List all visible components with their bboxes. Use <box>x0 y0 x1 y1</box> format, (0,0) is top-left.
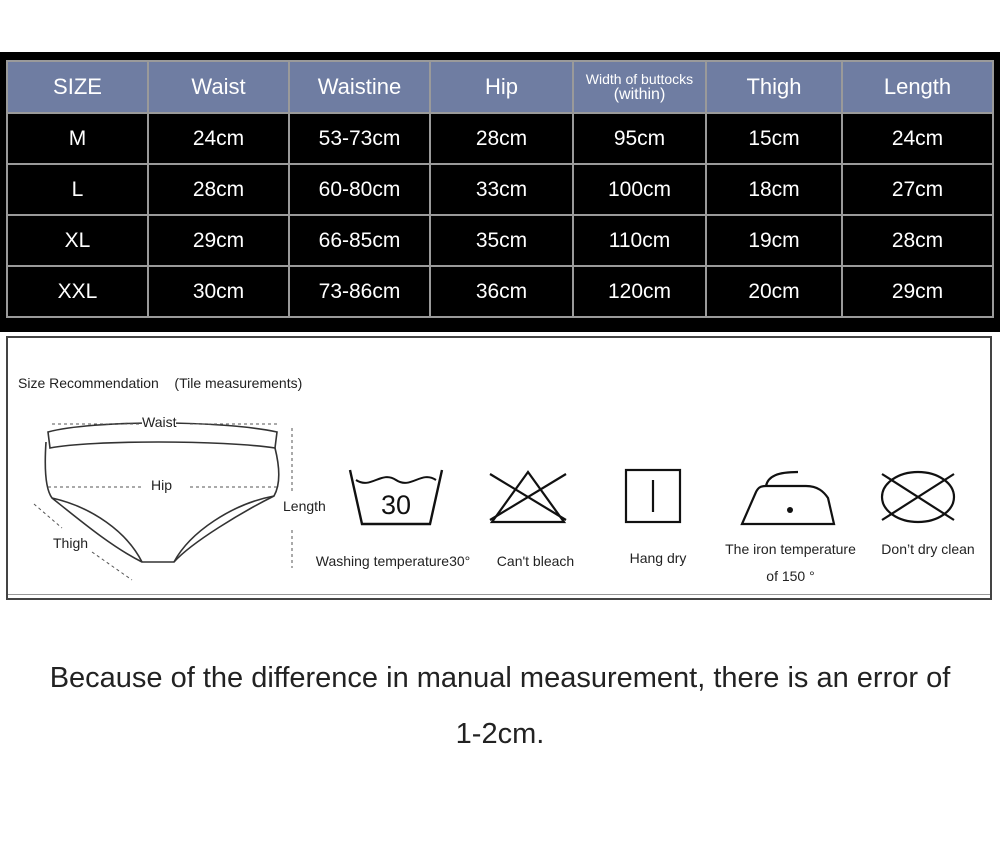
no-bleach-icon <box>486 468 570 526</box>
header-length: Length <box>842 61 993 113</box>
cell-waist: 24cm <box>148 113 289 164</box>
no-bleach-label: Can't bleach <box>496 553 575 569</box>
iron-label-line1: The iron temperature <box>725 541 856 557</box>
cell-size: XXL <box>7 266 148 317</box>
cell-size: XL <box>7 215 148 266</box>
cell-thigh: 18cm <box>706 164 842 215</box>
cell-thigh: 15cm <box>706 113 842 164</box>
cell-buttocks: 95cm <box>573 113 706 164</box>
cell-waist: 30cm <box>148 266 289 317</box>
cell-buttocks: 120cm <box>573 266 706 317</box>
wash-label: Washing temperature30° <box>315 553 471 569</box>
table-row <box>7 164 993 215</box>
wash-30-icon <box>346 466 446 528</box>
hang-dry-icon <box>624 468 684 526</box>
cell-hip: 35cm <box>430 215 573 266</box>
care-panel-inner <box>8 338 990 595</box>
iron-label <box>708 536 873 590</box>
cell-thigh: 20cm <box>706 266 842 317</box>
table-row <box>7 266 993 317</box>
header-size: SIZE <box>7 61 148 113</box>
measurement-error-note: Because of the difference in manual measurement, there is an error of 1-2cm. <box>49 662 951 750</box>
wash-temperature-number: 30 <box>380 490 412 520</box>
cell-waistine: 73-86cm <box>289 266 430 317</box>
cell-length: 24cm <box>842 113 993 164</box>
header-width-of-buttocks <box>573 61 706 113</box>
cell-length: 28cm <box>842 215 993 266</box>
table-row <box>7 215 993 266</box>
iron-icon <box>738 468 838 528</box>
table-header-row <box>7 61 993 113</box>
cell-hip: 28cm <box>430 113 573 164</box>
cell-waist: 28cm <box>148 164 289 215</box>
cell-hip: 33cm <box>430 164 573 215</box>
size-chart <box>0 52 1000 332</box>
no-dry-clean-label: Don’t dry clean <box>881 541 975 557</box>
care-panel <box>6 336 992 600</box>
hang-dry-label: Hang dry <box>629 550 687 566</box>
header-waistine: Waistine <box>289 61 430 113</box>
cell-waistine: 53-73cm <box>289 113 430 164</box>
cell-thigh: 19cm <box>706 215 842 266</box>
cell-waist: 29cm <box>148 215 289 266</box>
header-hip: Hip <box>430 61 573 113</box>
table-row <box>7 113 993 164</box>
cell-waistine: 60-80cm <box>289 164 430 215</box>
header-width-of-buttocks-label: Width of buttocks <box>585 71 694 87</box>
cell-waistine: 66-85cm <box>289 215 430 266</box>
cell-length: 29cm <box>842 266 993 317</box>
length-label: Length <box>283 498 326 514</box>
no-dry-clean-icon <box>876 468 960 526</box>
cell-length: 27cm <box>842 164 993 215</box>
waist-label: Waist <box>142 414 177 430</box>
thigh-label: Thigh <box>53 535 89 551</box>
cell-size: L <box>7 164 148 215</box>
hip-label: Hip <box>151 477 173 493</box>
size-recommendation-label: Size Recommendation (Tile measurements) <box>18 375 303 391</box>
briefs-outline-icon <box>22 412 322 582</box>
briefs-diagram <box>22 412 326 582</box>
cell-hip: 36cm <box>430 266 573 317</box>
cell-buttocks: 110cm <box>573 215 706 266</box>
header-thigh: Thigh <box>706 61 842 113</box>
header-within-label: (within) <box>613 86 666 103</box>
iron-label-line2: of 150 ° <box>766 568 815 584</box>
cell-buttocks: 100cm <box>573 164 706 215</box>
header-waist: Waist <box>148 61 289 113</box>
size-table <box>6 60 994 318</box>
cell-size: M <box>7 113 148 164</box>
